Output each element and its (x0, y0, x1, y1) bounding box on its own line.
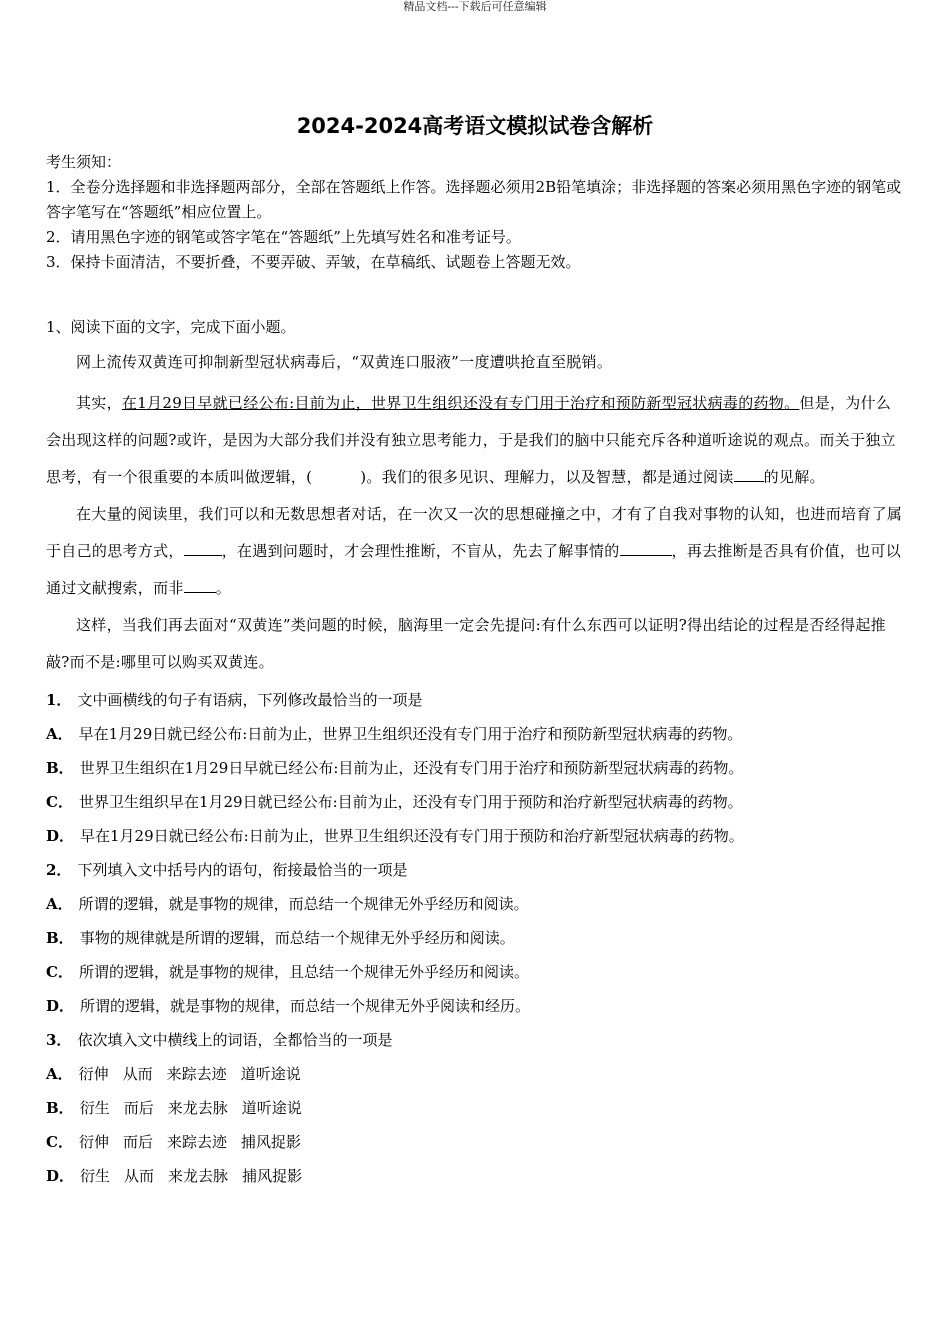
question-text: 文中画横线的句子有语病，下列修改最恰当的一项是 (77, 691, 423, 709)
option-label: B． (46, 759, 74, 777)
option-label: D． (46, 1167, 75, 1185)
underlined-sentence: 在1月29日早就已经公布:目前为止，世界卫生组织还没有专门用于治疗和预防新型冠状病毒的药物。 (121, 394, 800, 412)
answer-option[interactable] (46, 955, 904, 989)
notice-item: 1．全卷分选择题和非选择题两部分，全部在答题纸上作答。选择题必须用2B铅笔填涂；非选择题的答案必须用黑色字迹的钢笔或答字笔写在“答题纸”相应位置上。 (46, 178, 902, 221)
answer-option[interactable] (46, 989, 904, 1023)
page-header: 精品文档---下载后可任意编辑 (403, 0, 547, 13)
option-text: 世界卫生组织早在1月29日就已经公布:目前为止，还没有专门用于预防和治疗新型冠状病毒的药物。 (78, 793, 743, 811)
question-stem (46, 1023, 904, 1057)
notice-item: 3．保持卡面清洁，不要折叠，不要弄破、弄皱，在草稿纸、试题卷上答题无效。 (46, 253, 581, 271)
text-run: 在大量的阅读里，我们可以和无数思想者对话，在一次又一次的思想碰撞之中，才有了自我对事物的认知，也进而培育了属于自己的思考方式， (46, 505, 903, 560)
question-stem (46, 853, 904, 887)
question-number: 3． (46, 1031, 72, 1049)
option-label: A． (46, 895, 73, 913)
reading-passage (46, 313, 904, 681)
fill-blank (620, 541, 672, 556)
option-word: 道听途说 (241, 1099, 302, 1117)
option-text: 世界卫生组织在1月29日早就已经公布:目前为止，还没有专门用于治疗和预防新型冠状病毒的药物。 (79, 759, 744, 777)
text-run: 其实， (76, 394, 122, 412)
answer-option[interactable] (46, 785, 904, 819)
fill-blank (184, 541, 222, 556)
answer-option[interactable] (46, 921, 904, 955)
option-word: 来踪去迹 (166, 1065, 227, 1083)
answer-option[interactable] (46, 1091, 904, 1125)
option-word: 来龙去脉 (167, 1099, 228, 1117)
option-word: 从而 (124, 1167, 155, 1185)
answer-option[interactable] (46, 887, 904, 921)
document-body (46, 150, 904, 1193)
answer-option[interactable] (46, 717, 904, 751)
passage-paragraph (46, 496, 904, 607)
text-run: 但是，为什么会出现这样的问题?或许，是因为大部分我们并没有独立思考能力，于是我们的脑中只能充斥各种道听途说的观点。而关于独立思考，有一个很重要的本质叫做逻辑，( (46, 394, 896, 486)
option-word: 来龙去脉 (168, 1167, 229, 1185)
option-label: B． (46, 1099, 74, 1117)
question-number: 1． (46, 691, 72, 709)
option-label: D． (46, 997, 75, 1015)
question-number: 2． (46, 861, 72, 879)
option-word: 而后 (122, 1133, 153, 1151)
text-run: ，再去推断是否具有价值，也可以通过文献搜索，而非 (46, 542, 902, 597)
option-text: 所谓的逻辑，就是事物的规律，且总结一个规律无外乎经历和阅读。 (78, 963, 529, 981)
question-block (46, 683, 904, 1193)
answer-option[interactable] (46, 1057, 904, 1091)
passage-paragraph: 网上流传双黄连可抑制新型冠状病毒后，“双黄连口服液”一度遭哄抢直至脱销。 (76, 353, 613, 371)
option-word: 衍生 (79, 1099, 110, 1117)
passage-paragraph (46, 385, 904, 496)
option-word: 捕风捉影 (242, 1167, 303, 1185)
notice-heading: 考生须知： (46, 153, 122, 171)
question-text: 依次填入文中横线上的词语，全都恰当的一项是 (77, 1031, 393, 1049)
text-run: ，在遇到问题时，才会理性推断，不盲从，先去了解事情的 (221, 542, 620, 560)
option-label: C． (46, 963, 73, 981)
option-text: 早在1月29日就已经公布:日前为止，世界卫生组织还没有专门用于预防和治疗新型冠状病毒的药物。 (80, 827, 744, 845)
answer-option[interactable] (46, 819, 904, 853)
option-label: B． (46, 929, 74, 947)
option-text: 所谓的逻辑，就是事物的规律，而总结一个规律无外乎经历和阅读。 (78, 895, 529, 913)
passage-paragraph: 这样，当我们再去面对“双黄连”类问题的时候，脑海里一定会先提问:有什么东西可以证明?得出结论的过程是否经得起推敲?而不是:哪里可以购买双黄连。 (46, 616, 886, 671)
option-word: 来踪去迹 (166, 1133, 227, 1151)
option-text: 早在1月29日就已经公布:日前为止，世界卫生组织还没有专门用于治疗和预防新型冠状病毒的药物。 (78, 725, 743, 743)
option-label: A． (46, 1065, 73, 1083)
question-text: 下列填入文中括号内的语句，衔接最恰当的一项是 (77, 861, 408, 879)
text-run: 的见解。 (763, 468, 825, 486)
fill-blank (734, 467, 764, 482)
passage-intro: 1、阅读下面的文字，完成下面小题。 (46, 318, 296, 336)
exam-notice (46, 150, 904, 275)
answer-option[interactable] (46, 751, 904, 785)
option-label: A． (46, 725, 73, 743)
option-word: 衍生 (80, 1167, 111, 1185)
option-word: 衍伸 (78, 1065, 109, 1083)
question-stem (46, 683, 904, 717)
option-word: 从而 (122, 1065, 153, 1083)
option-word: 衍伸 (78, 1133, 109, 1151)
option-label: C． (46, 793, 73, 811)
option-word: 而后 (123, 1099, 154, 1117)
option-word: 捕风捉影 (241, 1133, 302, 1151)
notice-item: 2．请用黑色字迹的钢笔或答字笔在“答题纸”上先填写姓名和准考证号。 (46, 228, 521, 246)
document-title: 2024-2024高考语文模拟试卷含解析 (296, 114, 654, 138)
option-label: D． (46, 827, 75, 845)
fill-blank (184, 578, 216, 593)
answer-option[interactable] (46, 1159, 904, 1193)
text-run: 。 (215, 579, 232, 597)
option-text: 所谓的逻辑，就是事物的规律，而总结一个规律无外乎阅读和经历。 (80, 997, 531, 1015)
option-word: 道听途说 (240, 1065, 301, 1083)
option-label: C． (46, 1133, 73, 1151)
option-text: 事物的规律就是所谓的逻辑，而总结一个规律无外乎经历和阅读。 (79, 929, 515, 947)
text-run: )。我们的很多见识、理解力，以及智慧，都是通过阅读 (360, 468, 734, 486)
answer-option[interactable] (46, 1125, 904, 1159)
